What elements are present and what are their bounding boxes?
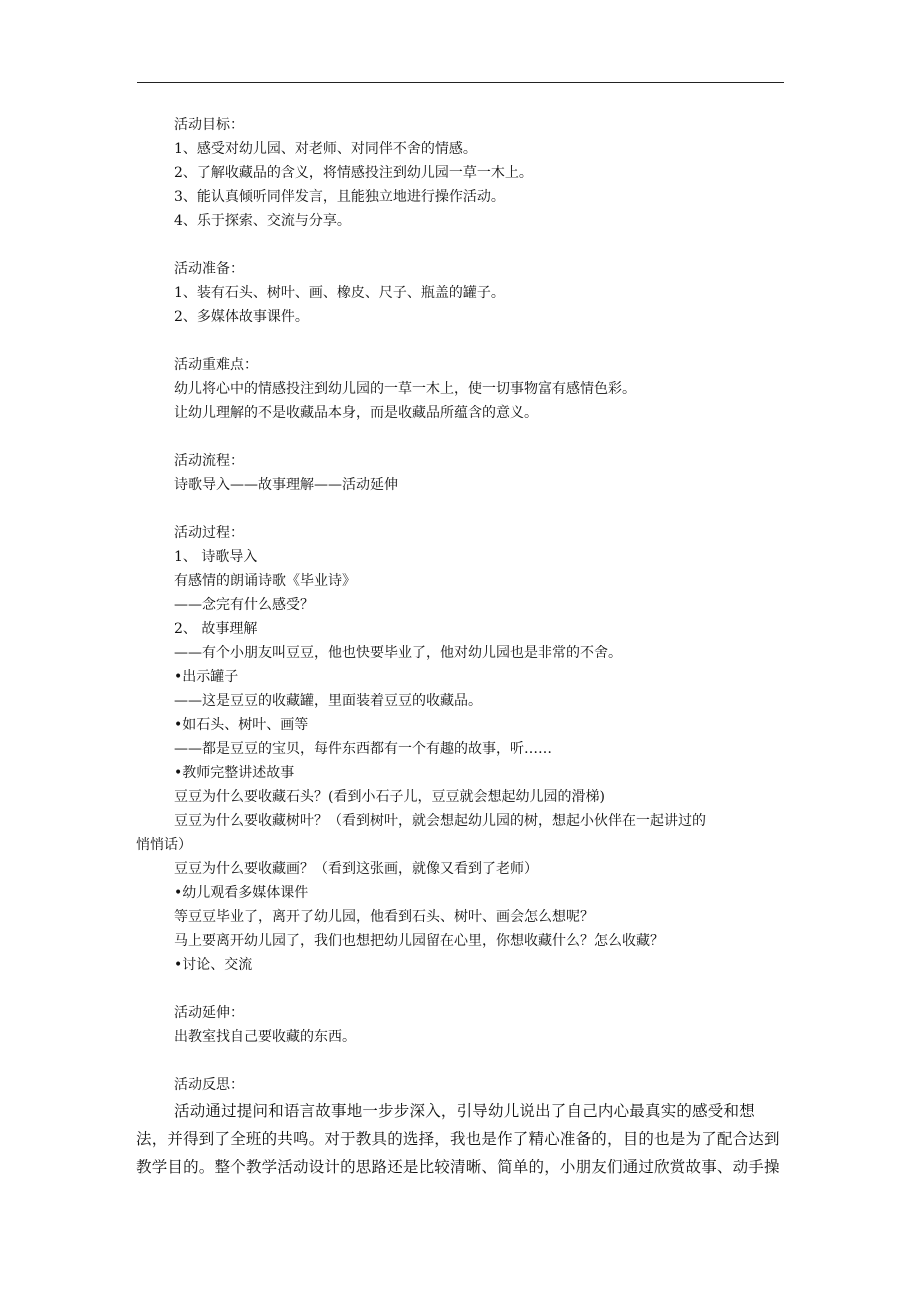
preparation-item: 2、多媒体故事课件。 <box>174 309 309 325</box>
preparation-heading: 活动准备： <box>174 261 244 277</box>
reflection-heading: 活动反思： <box>174 1077 244 1093</box>
spacer <box>174 497 786 521</box>
flow-heading: 活动流程： <box>174 453 244 469</box>
process-line: ——念完有什么感受？ <box>174 597 314 613</box>
extension-heading: 活动延伸： <box>174 1005 244 1021</box>
header-rule <box>137 82 784 83</box>
spacer <box>174 233 786 257</box>
spacer <box>174 977 786 1001</box>
key-point-item: 让幼儿理解的不是收藏品本身，而是收藏品所蕴含的意义。 <box>174 405 538 421</box>
goal-item: 1、感受对幼儿园、对老师、对同伴不舍的情感。 <box>174 141 477 157</box>
reflection-paragraph: 活动通过提问和语言故事地一步步深入，引导幼儿说出了自己内心最真实的感受和想法，并得到了全班的共鸣。对于教具的选择，我也是作了精心准备的，目的也是为了配合达到教学目的。整个教学活动设计的思路还是比较清晰、简单的，小朋友们通过欣赏故事、动手操 <box>136 1102 780 1176</box>
preparation-item: 1、装有石头、树叶、画、橡皮、尺子、瓶盖的罐子。 <box>174 285 505 301</box>
spacer <box>174 1049 786 1073</box>
spacer <box>174 425 786 449</box>
process-line: 马上要离开幼儿园了，我们也想把幼儿园留在心里，你想收藏什么？怎么收藏？ <box>174 933 664 949</box>
extension-text: 出教室找自己要收藏的东西。 <box>174 1029 356 1045</box>
process-line: •出示罐子 <box>174 669 239 685</box>
process-line: •如石头、树叶、画等 <box>174 717 309 733</box>
process-line: 豆豆为什么要收藏画？（看到这张画，就像又看到了老师） <box>174 861 538 877</box>
process-line: 2、 故事理解 <box>174 621 258 637</box>
process-line-wrapped-continuation: 悄悄话） <box>136 837 192 853</box>
process-line: 有感情的朗诵诗歌《毕业诗》 <box>174 573 356 589</box>
goal-item: 3、能认真倾听同伴发言，且能独立地进行操作活动。 <box>174 189 505 205</box>
flow-text: 诗歌导入——故事理解——活动延伸 <box>174 477 398 493</box>
process-line-wrapped: 豆豆为什么要收藏树叶？（看到树叶，就会想起幼儿园的树，想起小伙伴在一起讲过的 <box>174 813 706 829</box>
process-line: •讨论、交流 <box>174 957 253 973</box>
goal-item: 2、了解收藏品的含义，将情感投注到幼儿园一草一木上。 <box>174 165 533 181</box>
spacer <box>174 329 786 353</box>
process-line: ——有个小朋友叫豆豆，他也快要毕业了，他对幼儿园也是非常的不舍。 <box>174 645 622 661</box>
process-line: 1、 诗歌导入 <box>174 549 258 565</box>
process-line: ——都是豆豆的宝贝，每件东西都有一个有趣的故事，听…… <box>174 741 552 757</box>
process-line: ——这是豆豆的收藏罐，里面装着豆豆的收藏品。 <box>174 693 482 709</box>
key-points-heading: 活动重难点： <box>174 357 258 373</box>
process-line: •教师完整讲述故事 <box>174 765 295 781</box>
key-point-item: 幼儿将心中的情感投注到幼儿园的一草一木上，使一切事物富有感情色彩。 <box>174 381 636 397</box>
goal-item: 4、乐于探索、交流与分享。 <box>174 213 351 229</box>
process-line: 豆豆为什么要收藏石头？(看到小石子儿，豆豆就会想起幼儿园的滑梯) <box>174 789 605 805</box>
document-body <box>136 113 786 1181</box>
process-line: •幼儿观看多媒体课件 <box>174 885 309 901</box>
process-line: 等豆豆毕业了，离开了幼儿园，他看到石头、树叶、画会怎么想呢？ <box>174 909 594 925</box>
goals-heading: 活动目标： <box>174 117 244 133</box>
process-heading: 活动过程： <box>174 525 244 541</box>
